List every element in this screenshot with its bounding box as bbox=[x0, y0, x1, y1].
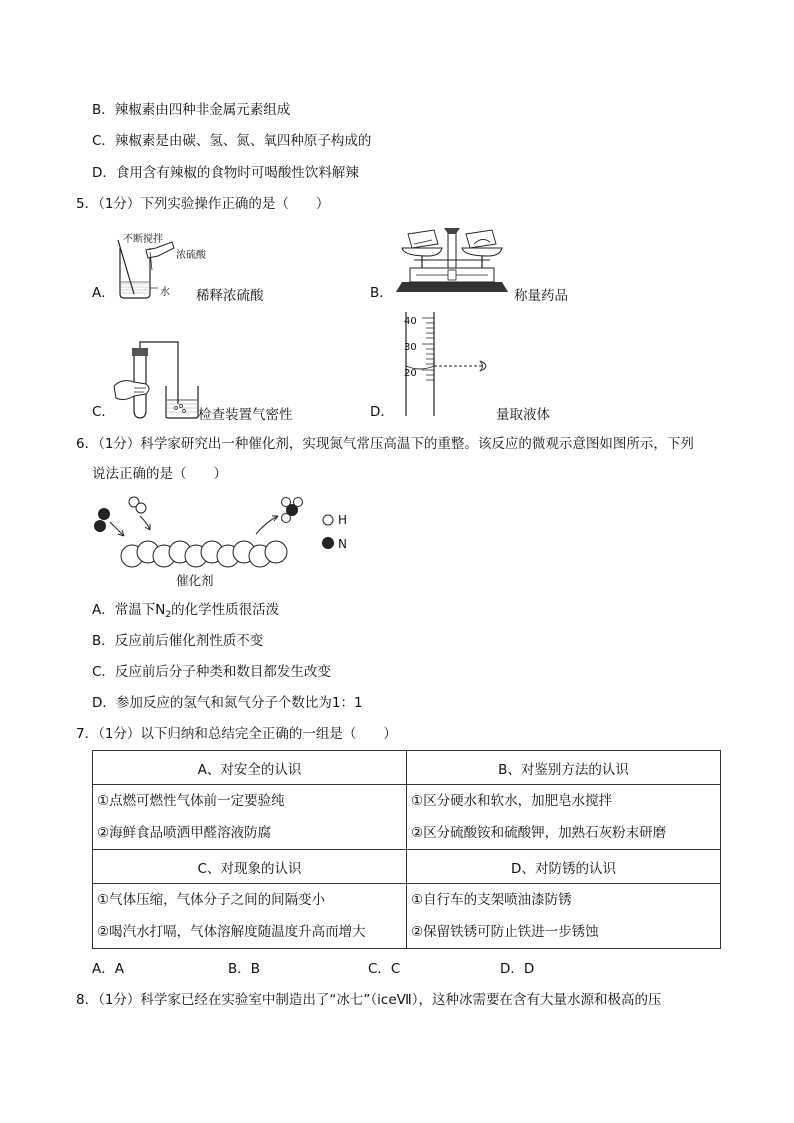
q7-b1: ①区分硬水和软水，加肥皂水搅拌 bbox=[411, 793, 613, 809]
q7-option-a: A．A bbox=[92, 961, 124, 977]
q6-option-a: A．常温下$N_2$的化学性质很活泼 bbox=[92, 602, 280, 620]
q6-option-d: D．参加反应的氢气和氮气分子个数比为1：1 bbox=[92, 695, 363, 711]
q6-stem-line1: 6．（1分）科学家研究出一种催化剂，实现氮气常压高温下的重整。该反应的微观示意图如图所示，下列 bbox=[76, 436, 694, 452]
q7-a2: ②海鲜食品喷洒甲醛溶液防腐 bbox=[97, 825, 272, 841]
q5-c-caption: 检查装置气密性 bbox=[198, 407, 293, 423]
balance-figure bbox=[394, 220, 510, 298]
q7-d1: ①自行车的支架喷油漆防锈 bbox=[411, 892, 572, 908]
q7-b2: ②区分硫酸铵和硫酸钾，加熟石灰粉末研磨 bbox=[411, 825, 667, 841]
q7-stem: 7．（1分）以下归纳和总结完全正确的一组是（ ） bbox=[76, 726, 397, 742]
q7-cell-d bbox=[407, 884, 721, 949]
q5-a-caption: 稀释浓硫酸 bbox=[196, 288, 264, 304]
q7-cell-c bbox=[93, 884, 407, 949]
q7-head-a: A、对安全的认识 bbox=[93, 751, 407, 785]
q7-option-c: C．C bbox=[368, 961, 401, 977]
q7-d2: ②保留铁锈可防止铁进一步锈蚀 bbox=[411, 924, 599, 940]
label-conc-acid: 浓硫酸 bbox=[176, 250, 206, 261]
airtightness-figure bbox=[112, 338, 204, 422]
q7-option-b: B．B bbox=[228, 961, 261, 977]
q5-option-d-letter: D． bbox=[370, 404, 394, 420]
label-water: 水 bbox=[160, 287, 170, 298]
cylinder-tick-30: 30 bbox=[404, 342, 417, 353]
q5-option-b-letter: B． bbox=[370, 285, 393, 301]
q7-c2: ②喝汽水打嗝，气体溶解度随温度升高而增大 bbox=[97, 924, 366, 940]
q7-cell-b bbox=[407, 785, 721, 850]
legend-h: H bbox=[338, 513, 348, 527]
q7-head-d: D、对防锈的认识 bbox=[407, 850, 721, 884]
cylinder-tick-20: 20 bbox=[404, 368, 417, 379]
q6-option-b: B．反应前后催化剂性质不变 bbox=[92, 633, 264, 649]
cylinder-tick-40: 40 bbox=[404, 316, 417, 327]
q4-option-d: D．食用含有辣椒的食物时可喝酸性饮料解辣 bbox=[92, 165, 359, 181]
q5-stem: 5．（1分）下列实验操作正确的是（ ） bbox=[76, 196, 330, 212]
q7-head-c: C、对现象的认识 bbox=[93, 850, 407, 884]
q7-head-b: B、对鉴别方法的认识 bbox=[407, 751, 721, 785]
q7-option-d: D．D bbox=[500, 961, 535, 977]
catalyst-diagram bbox=[90, 496, 340, 570]
q4-option-c: C．辣椒素是由碳、氢、氮、氧四种原子构成的 bbox=[92, 133, 372, 149]
catalyst-label: 催化剂 bbox=[176, 573, 214, 588]
q4-option-b: B．辣椒素由四种非金属元素组成 bbox=[92, 102, 291, 118]
q5-option-c-letter: C． bbox=[92, 404, 115, 420]
label-stir: 不断搅拌 bbox=[123, 234, 163, 245]
q6-stem-line2: 说法正确的是（ ） bbox=[92, 466, 227, 482]
q7-c1: ①气体压缩，气体分子之间的间隔变小 bbox=[97, 892, 326, 908]
q7-table bbox=[92, 750, 721, 949]
q5-option-a-letter: A． bbox=[92, 285, 115, 301]
q7-a1: ①点燃可燃性气体前一定要验纯 bbox=[97, 793, 285, 809]
q5-d-caption: 量取液体 bbox=[496, 407, 550, 423]
q5-b-caption: 称量药品 bbox=[514, 288, 568, 304]
q6-option-c: C．反应前后分子种类和数目都发生改变 bbox=[92, 664, 331, 680]
legend-n: N bbox=[338, 537, 347, 551]
q7-cell-a bbox=[93, 785, 407, 850]
q8-stem: 8．（1分）科学家已经在实验室中制造出了“冰七”（iceⅦ），这种冰需要在含有大量水源和极高的压 bbox=[76, 992, 662, 1008]
